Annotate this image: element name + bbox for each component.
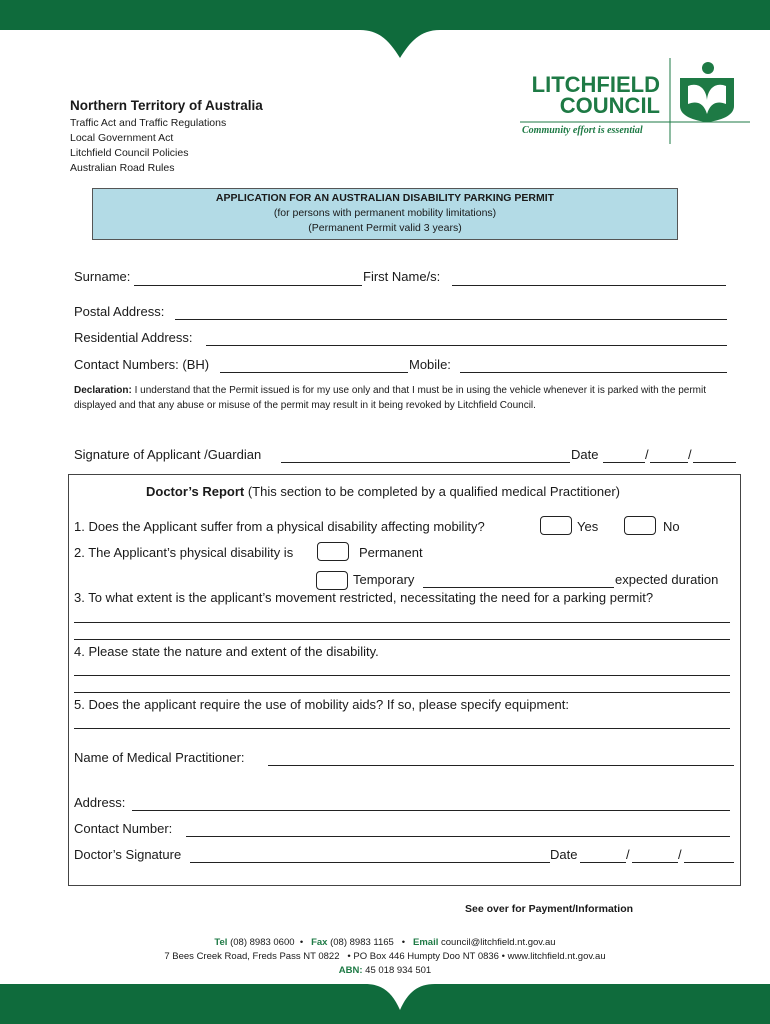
- applicant-signature-label: Signature of Applicant /Guardian: [74, 447, 262, 462]
- applicant-date-label: Date: [571, 447, 599, 462]
- footer-abn-line: [0, 965, 770, 976]
- practitioner-name-field[interactable]: [268, 765, 734, 766]
- doctors-report-note: (This section to be completed by a qualified medical Practitioner): [244, 484, 620, 499]
- question-4: 4. Please state the nature and extent of the disability.: [74, 644, 379, 659]
- jurisdiction-title: Northern Territory of Australia: [70, 98, 263, 113]
- logo-wordmark: [530, 74, 660, 116]
- contact-bh-field[interactable]: [220, 372, 408, 373]
- doctor-contact-field[interactable]: [186, 836, 730, 837]
- doctor-date-year[interactable]: [684, 862, 734, 863]
- declaration-label: Declaration:: [74, 385, 132, 396]
- form-subtitle: (for persons with permanent mobility limitations): [273, 207, 497, 219]
- postal-address-field[interactable]: [175, 319, 727, 320]
- doctor-date-month[interactable]: [632, 862, 678, 863]
- logo-line-1: LITCHFIELD: [531, 72, 660, 97]
- bullet: •: [347, 951, 351, 962]
- doctor-contact-label: Contact Number:: [74, 821, 173, 836]
- legislation-list: [70, 116, 226, 176]
- footer-band: [0, 978, 770, 1024]
- postal-address-label: Postal Address:: [74, 304, 165, 319]
- yes-label: Yes: [577, 519, 599, 534]
- logo-line-2: COUNCIL: [559, 93, 660, 118]
- fax-label: Fax: [311, 937, 328, 948]
- mobile-field[interactable]: [460, 372, 727, 373]
- form-title-box: [92, 188, 678, 240]
- permanent-checkbox[interactable]: [317, 542, 349, 561]
- doctor-signature-field[interactable]: [190, 862, 550, 863]
- mobile-label: Mobile:: [409, 357, 451, 372]
- doctor-date-label: Date: [550, 847, 578, 862]
- declaration-body: I understand that the Permit issued is for my use only and that I must be in using the vehicle whenever it is parked with the permit displayed and that any abuse or misuse of the permit may result in it being revoked by Litchfield Council.: [74, 385, 706, 411]
- bullet: •: [401, 937, 406, 948]
- abn-label: ABN:: [338, 965, 363, 976]
- tel-label: Tel: [214, 937, 228, 948]
- question-5: 5. Does the applicant require the use of mobility aids? If so, please specify equipment:: [74, 697, 570, 712]
- legislation-item: Traffic Act and Traffic Regulations: [70, 117, 227, 129]
- doctor-address-label: Address:: [74, 795, 126, 810]
- temporary-checkbox[interactable]: [316, 571, 348, 590]
- legislation-item: Litchfield Council Policies: [70, 147, 189, 159]
- email-label: Email: [413, 937, 439, 948]
- form-title: APPLICATION FOR AN AUSTRALIAN DISABILITY PARKING PERMIT: [215, 192, 555, 204]
- doctor-signature-label: Doctor’s Signature: [74, 847, 182, 862]
- legislation-item: Australian Road Rules: [70, 162, 175, 174]
- practitioner-name-label: Name of Medical Practitioner:: [74, 750, 245, 765]
- residential-address-field[interactable]: [206, 345, 727, 346]
- first-name-field[interactable]: [452, 285, 726, 286]
- date-separator: /: [678, 847, 682, 862]
- header-band: [0, 0, 770, 62]
- street-address: 7 Bees Creek Road, Freds Pass NT 0822: [164, 951, 340, 962]
- yes-checkbox[interactable]: [540, 516, 572, 535]
- see-over-note: See over for Payment/Information: [465, 903, 634, 915]
- legislation-item: Local Government Act: [70, 132, 174, 144]
- answer-3-line-1[interactable]: [74, 622, 730, 623]
- date-separator: /: [626, 847, 630, 862]
- question-1: 1. Does the Applicant suffer from a physical disability affecting mobility?: [74, 519, 485, 534]
- expected-duration-label: expected duration: [615, 572, 719, 587]
- question-3: 3. To what extent is the applicant’s movement restricted, necessitating the need for a parking permit?: [74, 590, 654, 605]
- declaration-text: [74, 383, 734, 413]
- date-separator: /: [645, 447, 649, 462]
- website: www.litchfield.nt.gov.au: [507, 951, 606, 962]
- footer-address-line: [0, 951, 770, 962]
- po-box: PO Box 446 Humpty Doo NT 0836: [353, 951, 499, 962]
- answer-5-line[interactable]: [74, 728, 730, 729]
- permanent-label: Permanent: [359, 545, 423, 560]
- footer-contact-line: [0, 937, 770, 948]
- applicant-date-month[interactable]: [650, 462, 688, 463]
- surname-label: Surname:: [74, 269, 131, 284]
- temporary-label: Temporary: [353, 572, 415, 587]
- email-value: council@litchfield.nt.gov.au: [438, 937, 556, 948]
- no-checkbox[interactable]: [624, 516, 656, 535]
- residential-address-label: Residential Address:: [74, 330, 193, 345]
- applicant-date-day[interactable]: [603, 462, 645, 463]
- bullet: •: [299, 937, 304, 948]
- abn-value: 45 018 934 501: [362, 965, 432, 976]
- answer-4-line-2[interactable]: [74, 692, 730, 693]
- applicant-date-year[interactable]: [693, 462, 736, 463]
- question-2: 2. The Applicant’s physical disability is: [74, 545, 294, 560]
- logo-tagline: Community effort is essential: [522, 125, 643, 136]
- no-label: No: [663, 519, 680, 534]
- bullet: •: [501, 951, 505, 962]
- form-validity: (Permanent Permit valid 3 years): [308, 222, 462, 234]
- tel-value: (08) 8983 0600: [227, 937, 295, 948]
- doctor-address-field[interactable]: [132, 810, 730, 811]
- doctor-date-day[interactable]: [580, 862, 626, 863]
- doctors-report-title: Doctor’s Report: [146, 484, 245, 499]
- first-name-label: First Name/s:: [363, 269, 441, 284]
- expected-duration-field[interactable]: [423, 587, 614, 588]
- contact-bh-label: Contact Numbers: (BH): [74, 357, 210, 372]
- answer-3-line-2[interactable]: [74, 639, 730, 640]
- surname-field[interactable]: [134, 285, 362, 286]
- fax-value: (08) 8983 1165: [327, 937, 394, 948]
- doctors-report-heading: [146, 484, 620, 499]
- date-separator: /: [688, 447, 692, 462]
- applicant-signature-field[interactable]: [281, 462, 570, 463]
- answer-4-line-1[interactable]: [74, 675, 730, 676]
